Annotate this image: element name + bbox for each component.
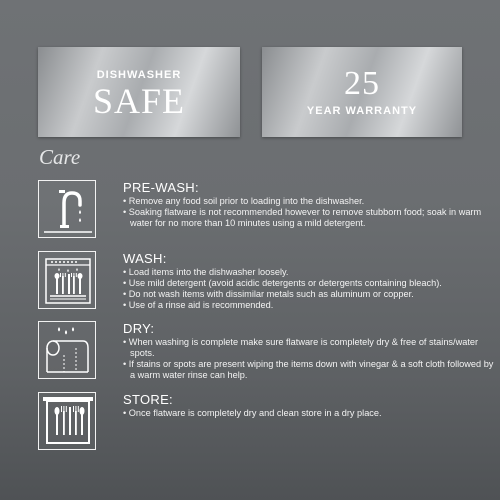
care-title-dry: DRY: [123,321,155,336]
warranty-badge [262,47,462,137]
flatware-drawer-icon [38,392,96,450]
list-item: • Use mild detergent (avoid acidic detergents or detergents containing bleach). [123,278,498,289]
care-section-store [38,392,478,454]
warranty-label: YEAR WARRANTY [306,105,418,117]
care-list-store [123,408,498,419]
list-item: • When washing is complete make sure flatware is completely dry & free of stains/water spots. [123,337,498,359]
list-item: • Do not wash items with dissimilar metals such as aluminum or copper. [123,289,498,300]
warranty-years: 25 [344,65,380,102]
care-title-store: STORE: [123,392,173,407]
care-section-wash [38,251,478,313]
care-heading: Care [39,145,81,169]
faucet-icon [38,180,96,238]
care-section-dry [38,321,494,383]
care-list-wash [123,267,498,311]
list-item: • If stains or spots are present wiping the items down with vinegar & a soft cloth followed by a warm water rinse can help. [123,359,498,381]
care-section-prewash [38,180,482,240]
care-list-dry [123,337,498,381]
badge-safe-label: SAFE [92,81,186,121]
list-item: • Once flatware is completely dry and clean store in a dry place. [123,408,498,419]
list-item: • Soaking flatware is not recommended however to remove stubborn food; soak in warm water for no more than 10 minutes using a mild detergent. [123,207,498,229]
care-list-prewash [123,196,498,229]
list-item: • Remove any food soil prior to loading into the dishwasher. [123,196,498,207]
care-title-prewash: PRE-WASH: [123,180,199,195]
dishwasher-safe-badge [38,47,240,137]
list-item: • Use of a rinse aid is recommended. [123,300,498,311]
badge-dishwasher-label: DISHWASHER [96,69,182,81]
dishwasher-icon [38,251,96,309]
paper-towel-icon [38,321,96,379]
list-item: • Load items into the dishwasher loosely. [123,267,498,278]
care-title-wash: WASH: [123,251,167,266]
